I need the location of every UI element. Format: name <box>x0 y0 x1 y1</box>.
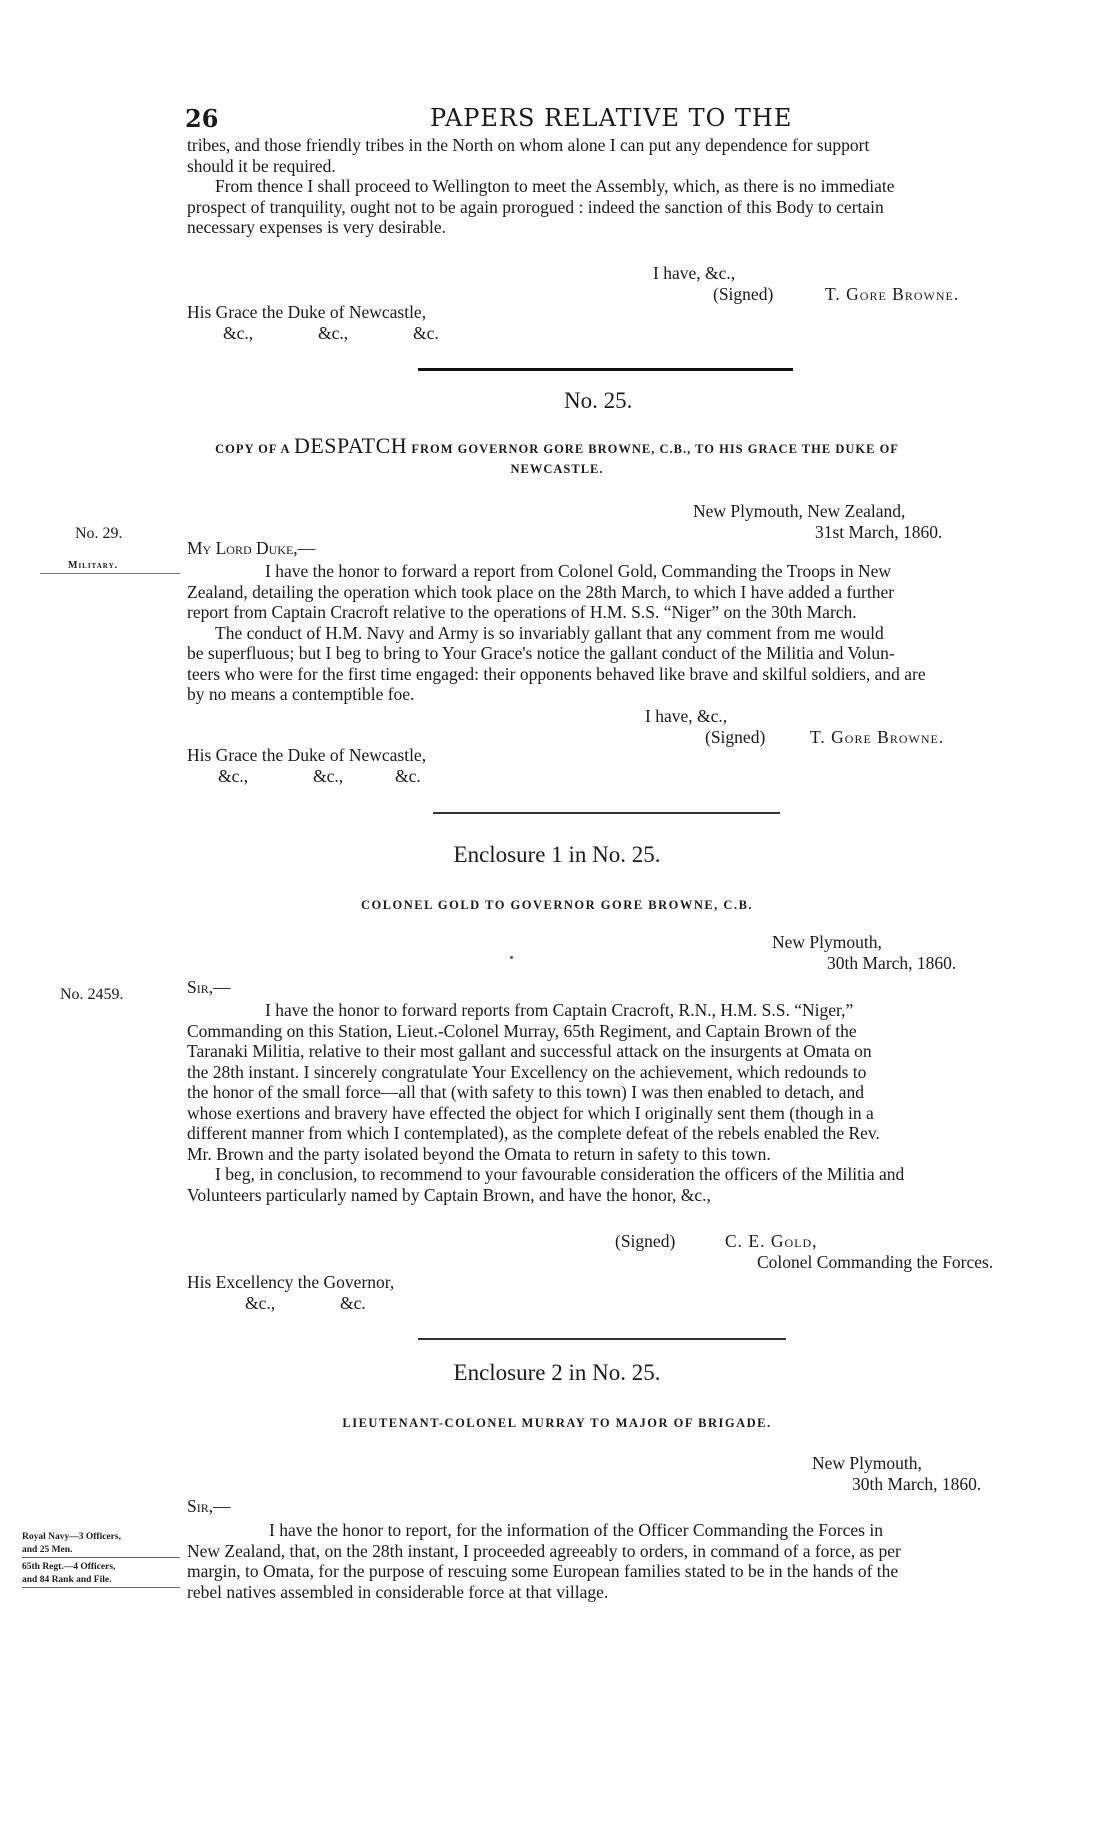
text-line: the 28th instant. I sincerely congratulate Your Excellency on the achievement, which redounds to <box>187 1061 867 1082</box>
running-head: PAPERS RELATIVE TO THE <box>430 104 793 132</box>
place-line: New Plymouth, New Zealand, <box>693 501 906 521</box>
etc: &c. <box>340 1293 366 1313</box>
signatory: T. Gore Browne. <box>825 284 960 304</box>
text-line: report from Captain Cracroft relative to the operations of H.M. S.S. “Niger” on the 30th March. <box>187 602 857 622</box>
date-line: 30th March, 1860. <box>852 1474 982 1494</box>
despatch-title-line2: NEWCASTLE. <box>510 462 604 476</box>
text-line: should it be required. <box>187 155 336 176</box>
text-line: prospect of tranquility, ought not to be again prorogued : indeed the sanction of this Body to certain <box>187 196 884 217</box>
text-line: From thence I shall proceed to Wellington to meet the Assembly, which, as there is no immediate <box>215 176 895 196</box>
despatch-title <box>0 433 1114 459</box>
page-number: 26 <box>185 104 219 133</box>
salutation: Sir,— <box>187 977 231 997</box>
margin-reference: No. 29. <box>75 525 123 542</box>
signatory-title: Colonel Commanding the Forces. <box>757 1252 994 1272</box>
addressee: His Excellency the Governor, <box>187 1272 395 1292</box>
margin-note-line: and 25 Men. <box>22 1544 180 1558</box>
text-line: necessary expenses is very desirable. <box>187 217 446 237</box>
etc: &c., <box>313 766 344 786</box>
text-line: I have the honor to forward reports from Captain Cracroft, R.N., H.M. S.S. “Niger,” <box>265 1000 854 1020</box>
text-line: by no means a contemptible foe. <box>187 684 415 704</box>
prev-letter-body <box>187 135 1029 238</box>
margin-note-line: and 84 Rank and File. <box>22 1574 180 1588</box>
text-line: margin, to Omata, for the purpose of rescuing some European families stated to be in the hands of the <box>187 1561 899 1581</box>
text-line: The conduct of H.M. Navy and Army is so invariably gallant that any comment from me would <box>215 622 884 643</box>
date-line: 31st March, 1860. <box>815 522 943 542</box>
etc: &c., <box>318 323 349 343</box>
place-line: New Plymouth, <box>812 1453 922 1473</box>
section-divider <box>433 812 780 814</box>
text-line: I beg, in conclusion, to recommend to your favourable consideration the officers of the Militia and <box>215 1164 905 1184</box>
salutation: My Lord Duke,— <box>187 538 316 558</box>
etc: &c. <box>413 323 439 343</box>
signed-label: (Signed) <box>705 727 766 747</box>
section-divider <box>418 368 793 371</box>
enc1-body <box>187 1000 1029 1205</box>
text-line: different manner from which I contemplated), as the complete defeat of the rebels enabled the Rev. <box>187 1123 880 1143</box>
title-pre: COPY OF A <box>215 442 290 456</box>
etc: &c. <box>395 766 421 786</box>
ink-dot <box>510 956 513 959</box>
text-line: Zealand, detailing the operation which took place on the 28th March, to which I have added a further <box>187 581 895 602</box>
text-line: Volunteers particularly named by Captain Brown, and have the honor, &c., <box>187 1184 711 1205</box>
margin-note <box>22 1531 180 1588</box>
text-line: Mr. Brown and the party isolated beyond the Omata to return in safety to this town. <box>187 1143 771 1164</box>
margin-tag: Military. <box>68 560 119 571</box>
date-line: 30th March, 1860. <box>827 953 957 973</box>
addressee: His Grace the Duke of Newcastle, <box>187 745 427 765</box>
text-line: tribes, and those friendly tribes in the North on whom alone I can put any dependence for support <box>187 135 870 155</box>
text-line: I have the honor to report, for the information of the Officer Commanding the Forces in <box>269 1520 883 1540</box>
enclosure-subtitle: COLONEL GOLD TO GOVERNOR GORE BROWNE, C.B. <box>360 898 754 912</box>
text-line: Taranaki Militia, relative to their most gallant and successful attack on the insurgents at Omata on <box>187 1041 872 1061</box>
enclosure-heading: Enclosure 2 in No. 25. <box>453 1360 661 1385</box>
text-line: New Zealand, that, on the 28th instant, I proceeded agreeably to orders, in command of a force, as per <box>187 1540 901 1561</box>
signed-label: (Signed) <box>713 284 774 304</box>
enclosure-subtitle: LIEUTENANT-COLONEL MURRAY TO MAJOR OF BRIGADE. <box>342 1416 772 1430</box>
closing: I have, &c., <box>653 263 736 283</box>
etc: &c., <box>223 323 254 343</box>
text-line: rebel natives assembled in considerable force at that village. <box>187 1581 609 1602</box>
signatory: C. E. Gold, <box>725 1231 818 1251</box>
salutation: Sir,— <box>187 1496 231 1516</box>
margin-rule <box>40 573 180 574</box>
place-line: New Plymouth, <box>772 932 882 952</box>
no25-body <box>187 561 1029 705</box>
text-line: whose exertions and bravery have effected the object for which I originally sent them (though in a <box>187 1102 874 1123</box>
margin-note-line: Royal Navy—3 Officers, <box>22 1532 121 1542</box>
section-divider <box>418 1338 786 1340</box>
section-heading: No. 25. <box>564 388 633 413</box>
margin-reference: No. 2459. <box>60 986 124 1003</box>
text-line: the honor of the small force—all that (with safety to this town) I was then enabled to detach, and <box>187 1082 864 1102</box>
closing: I have, &c., <box>645 706 728 726</box>
enc2-body <box>187 1520 1029 1602</box>
text-line: Commanding on this Station, Lieut.-Colonel Murray, 65th Regiment, and Captain Brown of the <box>187 1020 857 1041</box>
addressee: His Grace the Duke of Newcastle, <box>187 302 427 322</box>
text-line: teers who were for the first time engaged: their opponents behaved like brave and skilful soldiers, and are <box>187 663 926 684</box>
etc: &c., <box>218 766 249 786</box>
title-post: FROM GOVERNOR GORE BROWNE, C.B., TO HIS GRACE THE DUKE OF <box>411 442 899 456</box>
text-line: I have the honor to forward a report from Colonel Gold, Commanding the Troops in New <box>265 561 892 581</box>
signed-label: (Signed) <box>615 1231 676 1251</box>
margin-note-line: 65th Regt.—4 Officers, <box>22 1562 116 1572</box>
etc: &c., <box>245 1293 276 1313</box>
text-line: be superfluous; but I beg to bring to Your Grace's notice the gallant conduct of the Militia and Volun- <box>187 643 895 663</box>
signatory: T. Gore Browne. <box>810 727 945 747</box>
enclosure-heading: Enclosure 1 in No. 25. <box>453 842 661 867</box>
title-big: DESPATCH <box>293 433 408 458</box>
